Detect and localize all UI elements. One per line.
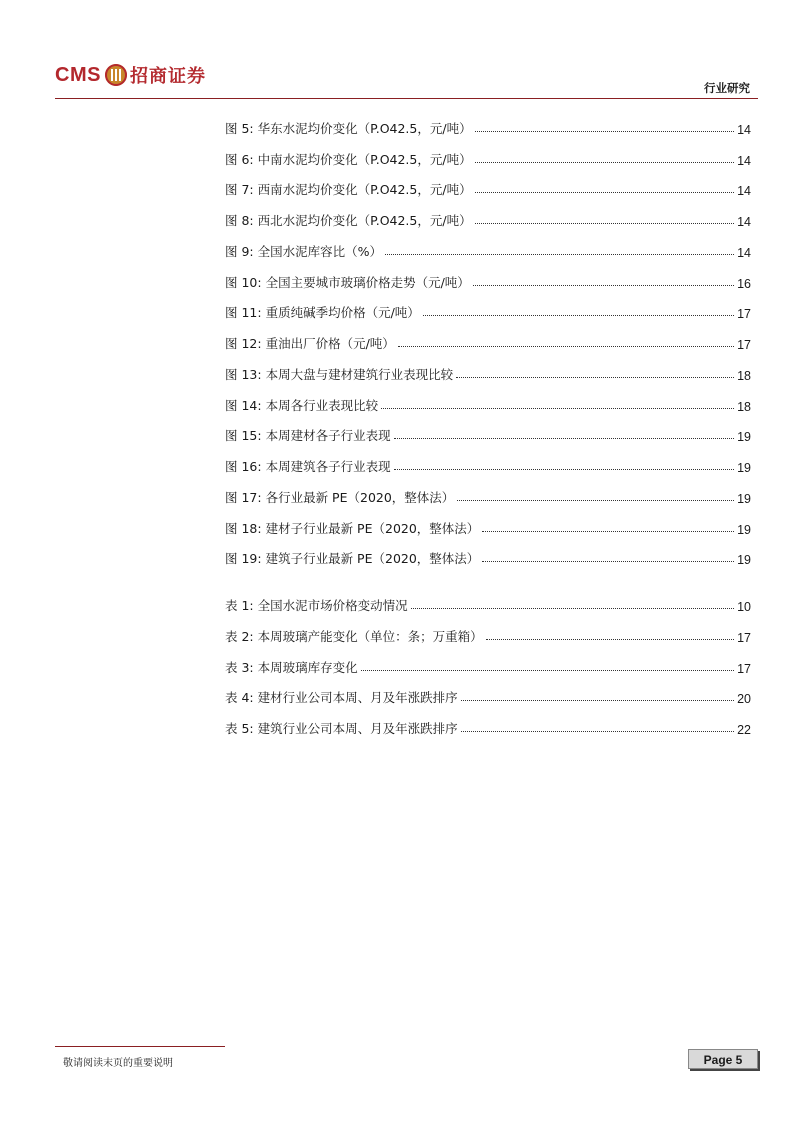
toc-page-number: 18 xyxy=(737,399,751,414)
page-footer xyxy=(55,1046,758,1076)
toc-entry-label xyxy=(225,519,479,537)
toc-entry-label xyxy=(225,303,420,321)
toc-entry-title: 本周建材各子行业表现 xyxy=(265,428,391,444)
dot-leader xyxy=(385,253,734,255)
page-header xyxy=(55,60,758,100)
toc-page-number: 14 xyxy=(737,215,751,229)
toc-entry-title: 西北水泥均价变化（P.O42.5，元/吨） xyxy=(257,213,472,228)
toc-entry-title: 建筑子行业最新 PE（2020，整体法） xyxy=(265,551,480,567)
dot-leader xyxy=(394,468,735,470)
toc-entry-title: 重油出厂价格（元/吨） xyxy=(265,336,395,351)
dot-leader xyxy=(381,407,734,409)
toc-entry-label xyxy=(225,549,479,567)
toc-entry-label xyxy=(225,396,378,414)
toc-page-number: 19 xyxy=(737,491,751,506)
logo-emblem-icon xyxy=(105,64,127,86)
toc-entry-title: 本周玻璃库存变化 xyxy=(257,659,358,675)
toc-page-number: 17 xyxy=(737,661,751,676)
toc-figure-row[interactable] xyxy=(225,506,751,537)
toc-page-number: 14 xyxy=(737,122,751,137)
toc-page-number: 20 xyxy=(737,692,751,707)
toc-entry-prefix: 图 19: xyxy=(225,551,262,567)
toc-page-number: 17 xyxy=(737,630,751,645)
toc-entry-label xyxy=(225,150,472,168)
toc-figure-row[interactable] xyxy=(225,137,751,168)
toc-figure-row[interactable] xyxy=(225,321,751,352)
toc-entry-title: 华东水泥均价变化（P.O42.5，元/吨） xyxy=(257,120,472,136)
toc-table-row[interactable] xyxy=(225,583,751,614)
toc-entry-title: 全国主要城市玻璃价格走势（元/吨） xyxy=(265,274,470,290)
section-title: 行业研究 xyxy=(704,81,750,95)
footer-divider xyxy=(55,1046,225,1047)
toc-page-number: 14 xyxy=(737,153,751,168)
toc-page-number: 17 xyxy=(737,338,751,352)
toc-figure-row[interactable] xyxy=(225,537,751,568)
dot-leader xyxy=(475,191,735,193)
toc-page-number: 16 xyxy=(737,276,751,291)
toc-entry-label xyxy=(225,180,472,198)
dot-leader xyxy=(457,499,734,501)
toc-entry-title: 全国水泥库容比（%） xyxy=(257,243,383,259)
toc-entry-title: 建材子行业最新 PE（2020，整体法） xyxy=(265,520,480,536)
toc-entry-title: 重质纯碱季均价格（元/吨） xyxy=(265,305,420,321)
toc-table-row[interactable] xyxy=(225,676,751,707)
toc-entry-title: 西南水泥均价变化（P.O42.5，元/吨） xyxy=(257,182,472,198)
toc-entry-prefix: 图 10: xyxy=(225,274,262,290)
toc-entry-prefix: 图 17: xyxy=(225,489,262,505)
toc-entry-title: 本周玻璃产能变化（单位：条；万重箱） xyxy=(257,628,483,644)
toc-entry-label xyxy=(225,658,358,676)
toc-figure-row[interactable] xyxy=(225,106,751,137)
toc-entry-prefix: 表 4: xyxy=(225,690,254,706)
toc-entry-label xyxy=(225,119,472,137)
toc-entry-prefix: 图 5: xyxy=(225,120,254,136)
dot-leader xyxy=(475,222,735,224)
disclaimer-note: 敬请阅读末页的重要说明 xyxy=(63,1058,173,1069)
toc-list xyxy=(225,106,751,737)
page-number-badge: Page 5 xyxy=(688,1049,758,1069)
table-list xyxy=(225,583,751,737)
toc-entry-title: 各行业最新 PE（2020，整体法） xyxy=(265,489,455,505)
toc-entry-label xyxy=(225,627,483,645)
section-gap xyxy=(225,567,751,583)
toc-page-number: 17 xyxy=(737,307,751,322)
toc-entry-label xyxy=(225,426,391,444)
toc-entry-label xyxy=(225,365,453,383)
toc-entry-title: 建筑行业公司本周、月及年涨跌排序 xyxy=(257,721,458,736)
toc-entry-title: 建材行业公司本周、月及年涨跌排序 xyxy=(257,690,458,706)
toc-entry-label xyxy=(225,596,408,614)
toc-entry-label xyxy=(225,273,470,291)
toc-entry-prefix: 图 14: xyxy=(225,397,262,413)
toc-page-number: 22 xyxy=(737,723,751,737)
toc-entry-prefix: 图 13: xyxy=(225,366,262,382)
toc-page-number: 19 xyxy=(737,461,751,475)
toc-page-number: 19 xyxy=(737,430,751,445)
toc-entry-prefix: 表 3: xyxy=(225,659,254,675)
dot-leader xyxy=(461,699,734,701)
toc-figure-row[interactable] xyxy=(225,352,751,383)
toc-figure-row[interactable] xyxy=(225,383,751,414)
toc-page-number: 19 xyxy=(737,522,751,537)
dot-leader xyxy=(411,607,734,609)
toc-entry-title: 本周各行业表现比较 xyxy=(265,397,379,413)
toc-entry-title: 中南水泥均价变化（P.O42.5，元/吨） xyxy=(257,151,472,167)
toc-entry-prefix: 图 18: xyxy=(225,520,262,536)
dot-leader xyxy=(473,284,734,286)
toc-entry-label xyxy=(225,334,395,352)
dot-leader xyxy=(461,730,734,732)
toc-figure-row[interactable] xyxy=(225,260,751,291)
toc-entry-prefix: 表 5: xyxy=(225,721,254,736)
toc-figure-row[interactable] xyxy=(225,229,751,260)
toc-page-number: 19 xyxy=(737,553,751,568)
toc-table-row[interactable] xyxy=(225,645,751,676)
toc-entry-prefix: 图 12: xyxy=(225,336,262,351)
logo-chinese-text: 招商证券 xyxy=(129,66,206,87)
dot-leader xyxy=(394,437,735,439)
toc-table-row[interactable] xyxy=(225,706,751,737)
toc-entry-prefix: 图 15: xyxy=(225,428,262,444)
toc-entry-label xyxy=(225,457,391,475)
toc-figure-row[interactable] xyxy=(225,444,751,475)
dot-leader xyxy=(486,638,734,640)
header-divider xyxy=(55,98,758,99)
toc-entry-title: 本周建筑各子行业表现 xyxy=(265,459,391,474)
toc-entry-prefix: 表 1: xyxy=(225,598,254,613)
toc-figure-row[interactable] xyxy=(225,198,751,229)
toc-page-number: 14 xyxy=(737,184,751,199)
dot-leader xyxy=(361,669,734,671)
toc-entry-prefix: 图 6: xyxy=(225,151,254,167)
dot-leader xyxy=(475,161,735,163)
toc-figure-row[interactable] xyxy=(225,414,751,445)
toc-page-number: 18 xyxy=(737,368,751,383)
dot-leader xyxy=(475,130,735,132)
dot-leader xyxy=(456,376,734,378)
toc-entry-label xyxy=(225,488,454,506)
toc-entry-prefix: 图 7: xyxy=(225,182,254,198)
toc-page-number: 10 xyxy=(737,600,751,614)
toc-page-number: 14 xyxy=(737,245,751,260)
toc-entry-label xyxy=(225,688,458,706)
toc-figure-row[interactable] xyxy=(225,475,751,506)
cms-logo xyxy=(55,62,206,88)
toc-entry-label xyxy=(225,211,472,229)
toc-entry-prefix: 表 2: xyxy=(225,628,254,644)
toc-entry-label xyxy=(225,719,458,737)
toc-figure-row[interactable] xyxy=(225,291,751,322)
toc-entry-label xyxy=(225,242,382,260)
dot-leader xyxy=(423,314,734,316)
dot-leader xyxy=(482,560,734,562)
toc-entry-prefix: 图 9: xyxy=(225,243,254,259)
dot-leader xyxy=(398,345,734,347)
figure-list xyxy=(225,106,751,567)
dot-leader xyxy=(482,530,734,532)
toc-table-row[interactable] xyxy=(225,614,751,645)
toc-entry-prefix: 图 8: xyxy=(225,213,254,228)
logo-latin-text: CMS xyxy=(55,63,101,86)
toc-entry-title: 本周大盘与建材建筑行业表现比较 xyxy=(265,366,454,382)
toc-entry-prefix: 图 16: xyxy=(225,459,262,474)
toc-entry-title: 全国水泥市场价格变动情况 xyxy=(257,598,408,613)
toc-figure-row[interactable] xyxy=(225,168,751,199)
toc-entry-prefix: 图 11: xyxy=(225,305,262,321)
